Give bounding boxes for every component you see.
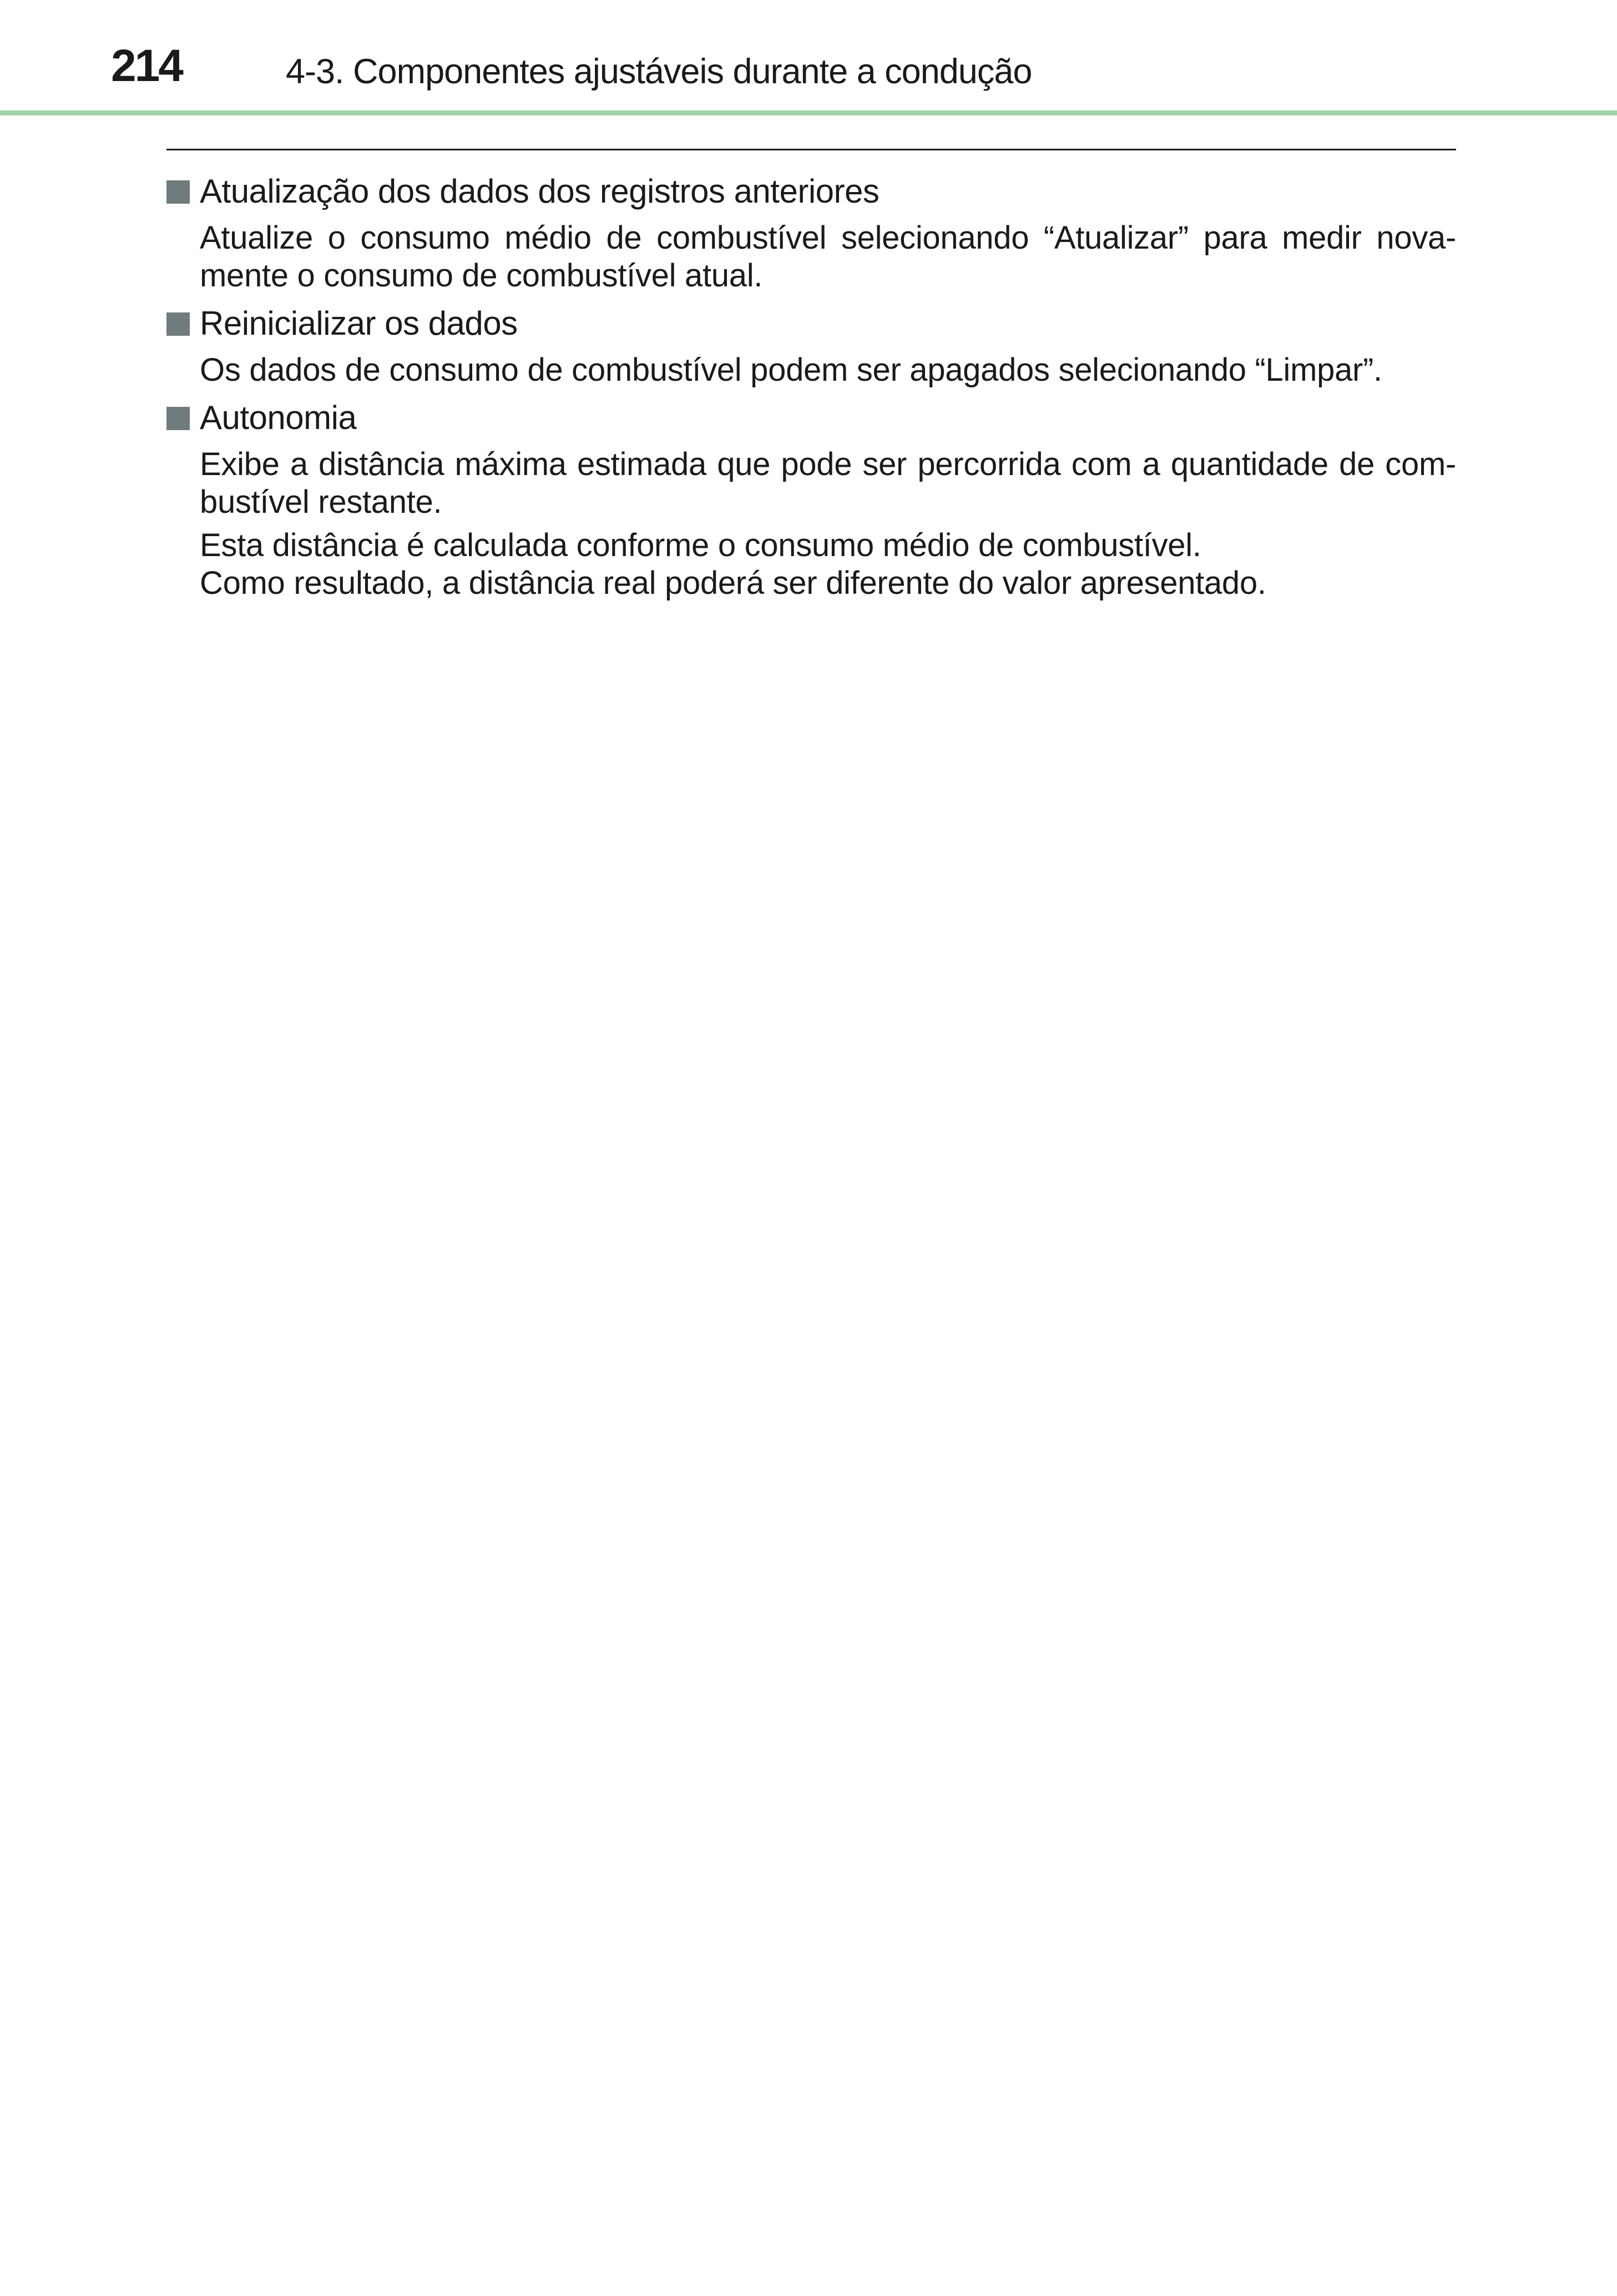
- paragraph-line: Esta distância é calculada conforme o consumo médio de combustível.: [200, 527, 1201, 563]
- item-heading-text: Atualização dos dados dos registros anteriores: [200, 173, 880, 210]
- paragraph-line: Como resultado, a distância real poderá ser diferente do valor apresentado.: [200, 565, 1266, 601]
- page-header: [0, 0, 1617, 117]
- square-bullet-icon: [166, 180, 190, 204]
- paragraph-line: mente o consumo de combustível atual.: [200, 258, 763, 294]
- item-paragraph: [200, 446, 1456, 521]
- paragraph-line: Exibe a distância máxima estimada que pode ser percorrida com a quantidade de com-: [200, 446, 1456, 482]
- page-number: 214: [111, 41, 182, 91]
- item-paragraph: [200, 219, 1456, 295]
- paragraph-line: Os dados de consumo de combustível podem ser apagados selecionando “Limpar”.: [200, 352, 1382, 388]
- item-paragraph: [200, 527, 1456, 602]
- item-heading-text: Reinicializar os dados: [200, 305, 518, 342]
- section-title: 4-3. Componentes ajustáveis durante a condução: [286, 52, 1032, 91]
- header-divider: [0, 110, 1617, 115]
- item-paragraph: [200, 351, 1456, 389]
- paragraph-line: Atualize o consumo médio de combustível selecionando “Atualizar” para medir nova-: [200, 220, 1456, 256]
- square-bullet-icon: [166, 312, 190, 336]
- item-heading: [166, 396, 1456, 440]
- square-bullet-icon: [166, 407, 190, 430]
- item-heading: [166, 169, 1456, 214]
- content-body: [166, 169, 1456, 608]
- paragraph-line: bustível restante.: [200, 484, 442, 520]
- item-heading: [166, 301, 1456, 346]
- content-divider: [166, 149, 1456, 150]
- item-heading-text: Autonomia: [200, 399, 357, 436]
